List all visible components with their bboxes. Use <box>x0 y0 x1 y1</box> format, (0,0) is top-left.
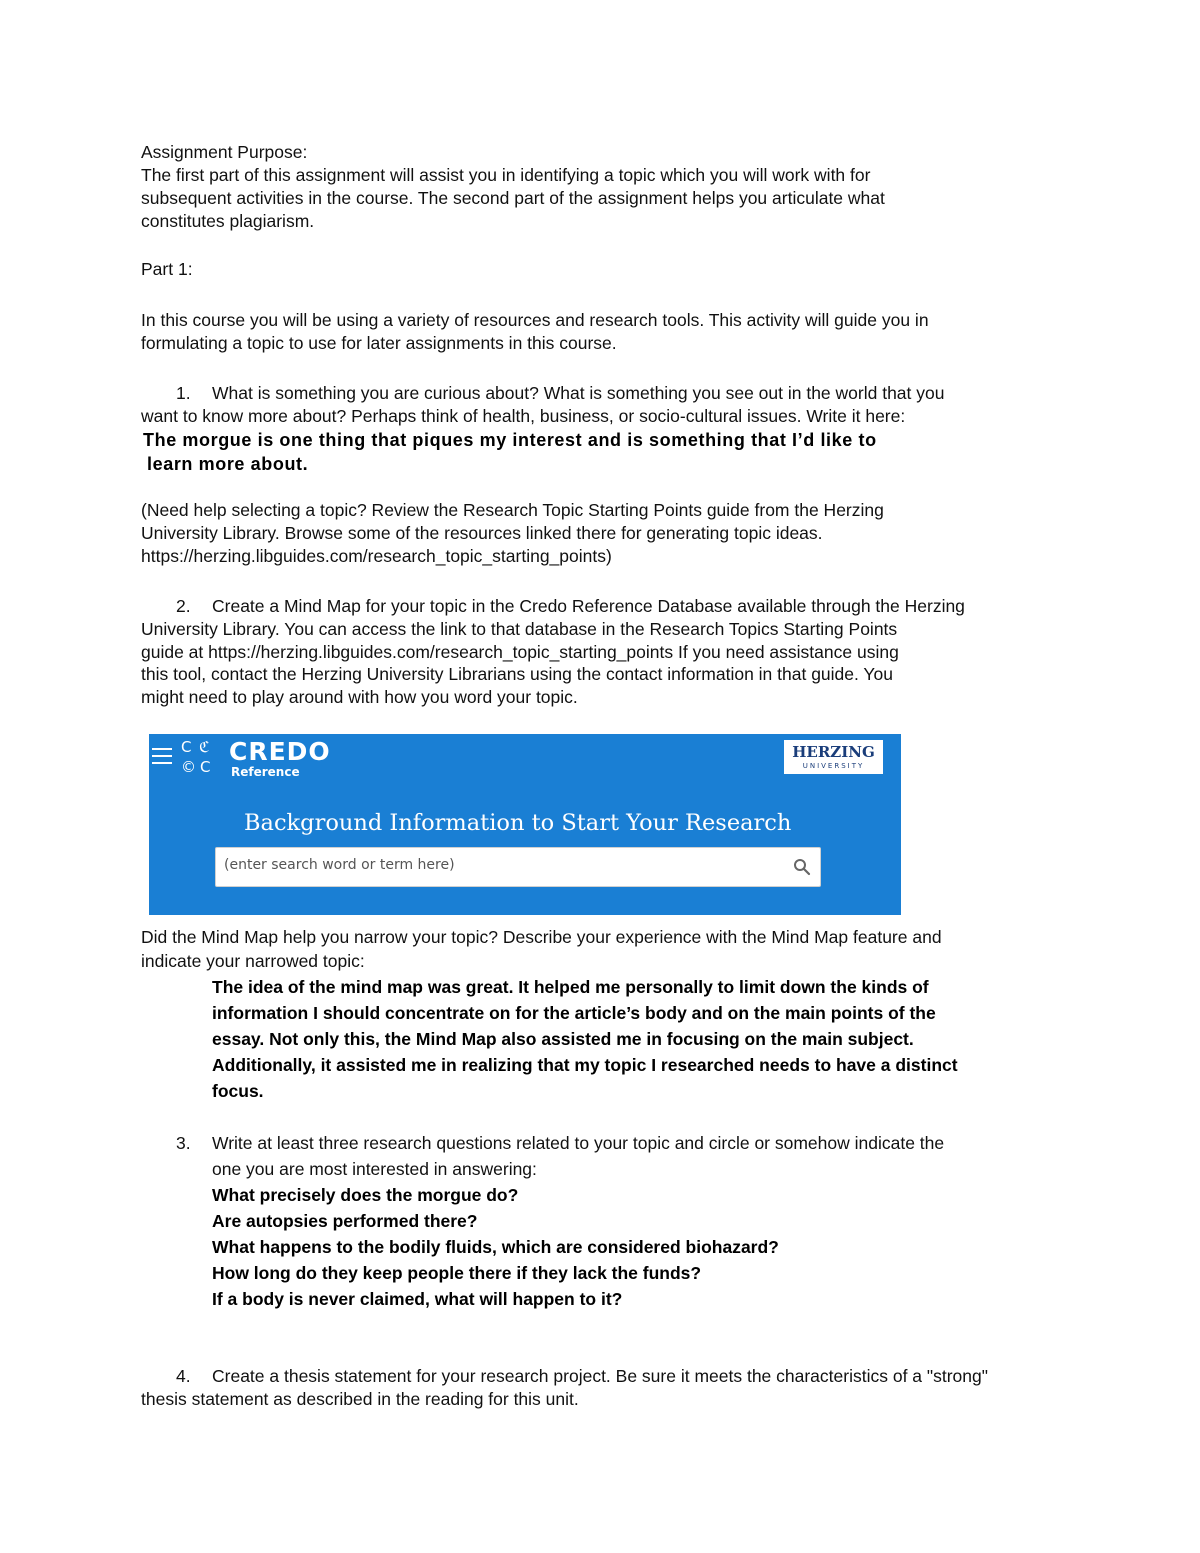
q2-line-2: University Library. You can access the link to that database in the Research Topics Starting Points <box>141 619 898 639</box>
search-icon[interactable] <box>793 858 811 876</box>
q3-line-2: one you are most interested in answering: <box>212 1159 537 1179</box>
q2-answer-line-4: Additionally, it assisted me in realizing that my topic I researched needs to have a distinct <box>212 1055 958 1075</box>
q3-number: 3. <box>176 1133 191 1153</box>
part1-line-1: In this course you will be using a variety of resources and research tools. This activity will guide you in <box>141 310 929 330</box>
q2-number: 2. <box>176 596 191 616</box>
q1-help-line-2: University Library. Browse some of the resources linked there for generating topic ideas. <box>141 523 823 543</box>
credo-brand-sub: Reference <box>231 765 300 779</box>
q1-number: 1. <box>176 383 191 403</box>
q3-answer-4: How long do they keep people there if they lack the funds? <box>212 1263 702 1283</box>
herzing-logo-text: HERZING <box>792 743 875 761</box>
herzing-logo-sub: UNIVERSITY <box>802 762 865 770</box>
q1-line-2: want to know more about? Perhaps think of health, business, or socio-cultural issues. Write it here: <box>141 406 906 426</box>
credo-logo-glyph: C <box>181 738 192 756</box>
q2-followup-line-1: Did the Mind Map help you narrow your topic? Describe your experience with the Mind Map feature and <box>141 927 942 947</box>
q2-answer-line-5: focus. <box>212 1081 264 1101</box>
intro-line-3: constitutes plagiarism. <box>141 211 315 231</box>
intro-line-1: The first part of this assignment will assist you in identifying a topic which you will work with for <box>141 165 871 185</box>
q2-line-5: might need to play around with how you word your topic. <box>141 687 578 707</box>
credo-logo-glyph: C <box>200 758 211 776</box>
search-input[interactable] <box>224 857 764 873</box>
q4-number: 4. <box>176 1366 191 1386</box>
q3-line-1: Write at least three research questions related to your topic and circle or somehow indicate the <box>212 1133 945 1153</box>
credo-logo-glyph: © <box>181 758 196 776</box>
q4-line-2: thesis statement as described in the reading for this unit. <box>141 1389 579 1409</box>
herzing-logo <box>784 740 883 774</box>
q3-answer-3: What happens to the bodily fluids, which are considered biohazard? <box>212 1237 779 1257</box>
q2-line-1: Create a Mind Map for your topic in the Credo Reference Database available through the Herzing <box>212 596 965 616</box>
search-box <box>215 847 821 887</box>
banner-title: Background Information to Start Your Research <box>244 810 792 836</box>
credo-brand: CREDO <box>229 737 331 766</box>
q1-answer-line-2: learn more about. <box>147 454 309 474</box>
q2-followup-line-2: indicate your narrowed topic: <box>141 951 365 971</box>
q2-answer-line-3: essay. Not only this, the Mind Map also assisted me in focusing on the main subject. <box>212 1029 914 1049</box>
q3-answer-2: Are autopsies performed there? <box>212 1211 478 1231</box>
q2-answer-line-1: The idea of the mind map was great. It helped me personally to limit down the kinds of <box>212 977 929 997</box>
part1-heading: Part 1: <box>141 259 193 279</box>
q2-answer-line-2: information I should concentrate on for the article’s body and on the main points of the <box>212 1003 936 1023</box>
q1-line-1: What is something you are curious about? What is something you see out in the world that you <box>212 383 945 403</box>
hamburger-menu-icon[interactable] <box>152 748 172 769</box>
part1-line-2: formulating a topic to use for later assignments in this course. <box>141 333 617 353</box>
q1-answer-line-1: The morgue is one thing that piques my interest and is something that I’d like to <box>143 430 877 450</box>
credo-logo-glyph: ℭ <box>199 738 210 756</box>
q2-line-4: this tool, contact the Herzing University Librarians using the contact information in that guide. You <box>141 664 893 684</box>
q1-help-link[interactable]: https://herzing.libguides.com/research_topic_starting_points) <box>141 546 612 566</box>
q3-answer-1: What precisely does the morgue do? <box>212 1185 519 1205</box>
q1-help-line-1: (Need help selecting a topic? Review the Research Topic Starting Points guide from the Herzing <box>141 500 884 520</box>
q4-line-1: Create a thesis statement for your research project. Be sure it meets the characteristics of a "strong" <box>212 1366 988 1386</box>
assignment-purpose-heading: Assignment Purpose: <box>141 142 308 162</box>
intro-line-2: subsequent activities in the course. The second part of the assignment helps you articulate what <box>141 188 885 208</box>
q3-answer-5: If a body is never claimed, what will happen to it? <box>212 1289 623 1309</box>
q2-line-3: guide at https://herzing.libguides.com/research_topic_starting_points If you need assistance using <box>141 642 899 662</box>
